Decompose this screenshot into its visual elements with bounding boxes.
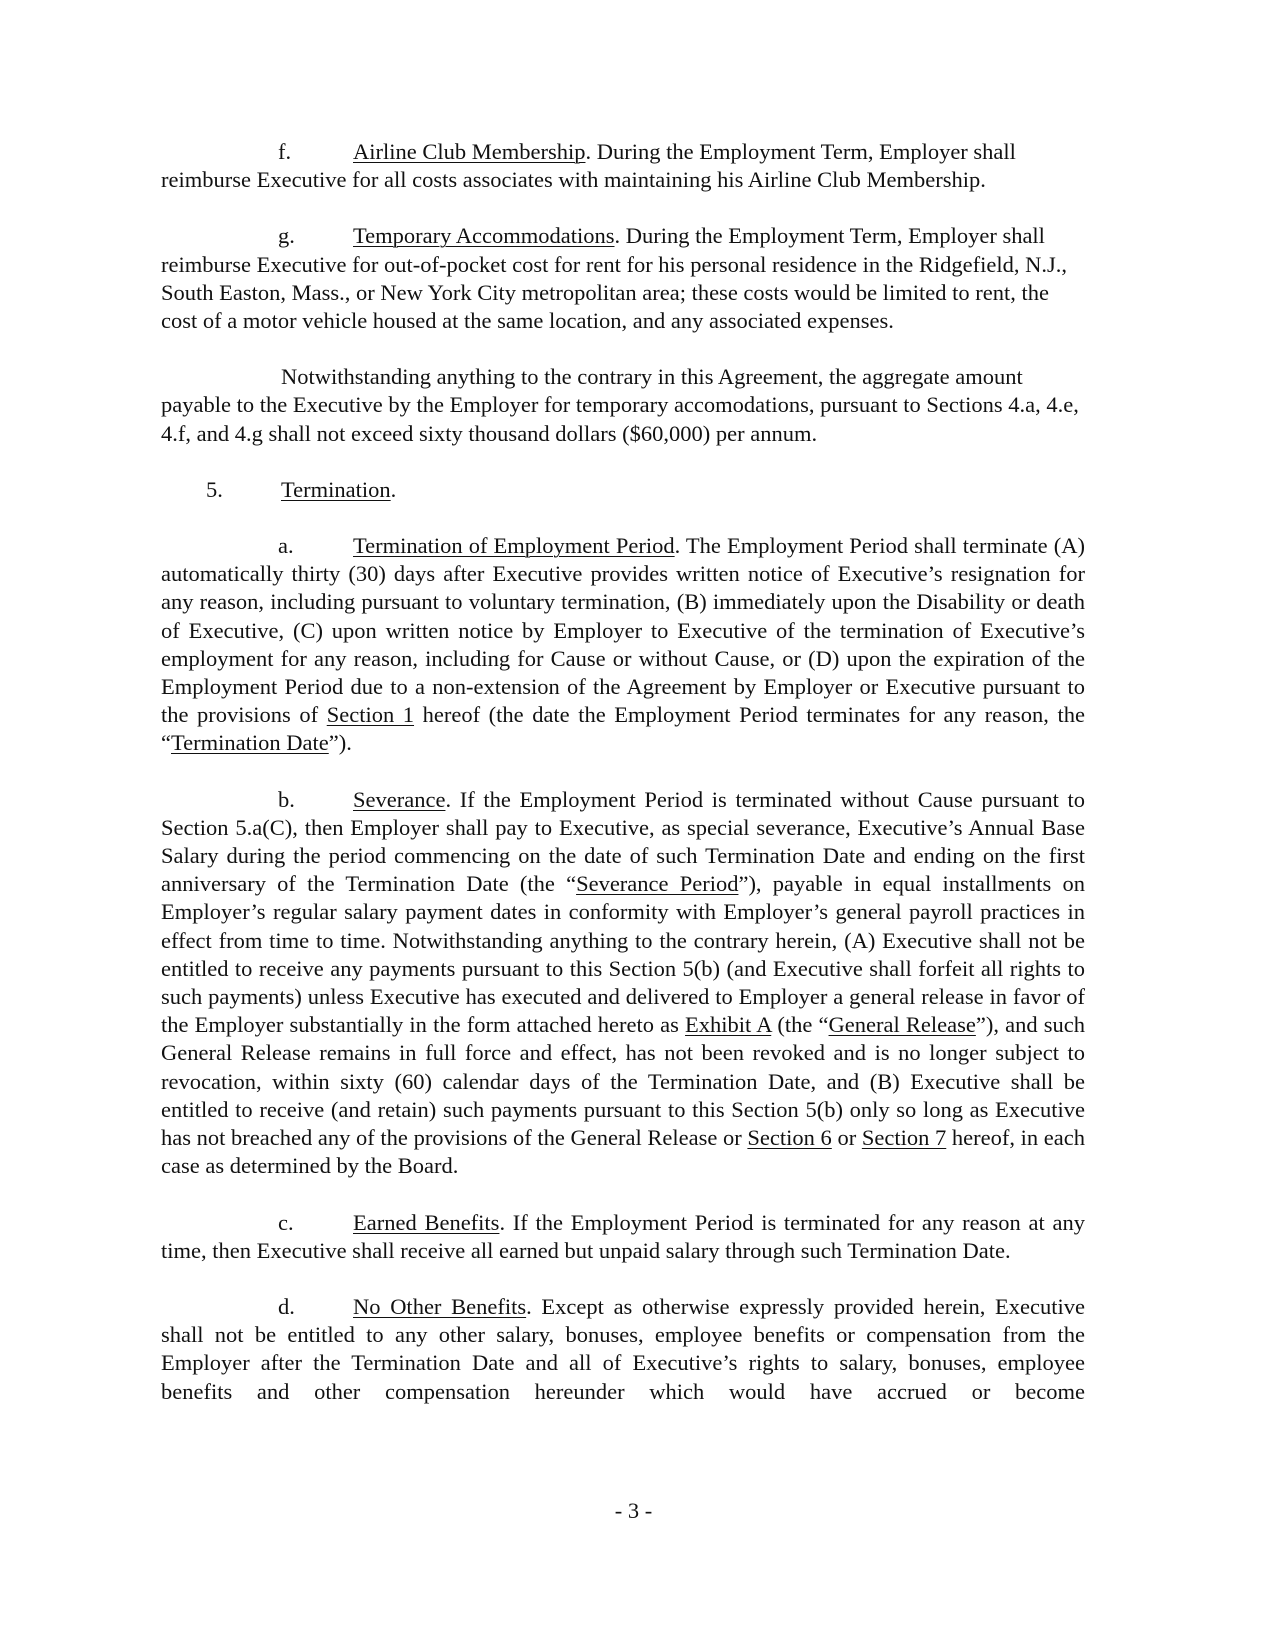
section-label: c. [278,1209,294,1235]
section-title: Termination [281,476,391,502]
section-title: Temporary Accommodations [353,223,615,249]
notwithstanding-paragraph [161,363,1085,448]
section-title: Severance [353,786,446,812]
section-body: . Except as otherwise expressly provided herein, Executive shall not be entitled to any other salary, bonuses, employee benefits or compensation from the Employer after the Termination Date and all of Executive’s rights to salary, bonuses, employee benefits and other compensation hereunder which would have accrued or become [161,1293,1085,1404]
section-4g [161,222,1085,335]
section-5b: b. Severance. If the Employment Period is terminated without Cause pursuant to Section 5.a(C), then Employer shall pay to Executive, as special severance, Executive’s Annual Base Salary during the period commencing on the date of such Termination Date and ending on the first anniversary of the Termination Date (the “Severance Period”), payable in equal installments on Employer’s regular salary payment dates in conformity with Employer’s general payroll practices in effect from time to time. Notwithstanding anything to the contrary herein, (A) Executive shall not be entitled to receive any payments pursuant to this Section 5(b) (and Executive shall forfeit all rights to such payments) unless Executive has executed and delivered to Employer a general release in favor of the Employer substantially in the form attached hereto as Exhibit A (the “General Release”), and such General Release remains in full force and effect, has not been revoked and is no longer subject to revocation, within sixty (60) calendar days of the Termination Date, and (B) Executive shall be entitled to receive (and retain) such payments pursuant to this Section 5(b) only so long as Executive has not breached any of the provisions of the General Release or Section 6 or Section 7 hereof, in each case as determined by the Board. [161,786,1086,1179]
section-title: Termination of Employment Period [353,533,675,559]
section-body: . During the Employment Term, Employer shall reimburse Executive for all costs associates with maintaining his Airline Club Membership. [161,139,1016,193]
section-title: No Other Benefits [353,1293,527,1319]
defined-term-general-release: General Release [828,1012,976,1038]
paragraph-body: Notwithstanding anything to the contrary in this Agreement, the aggregate amount payable to the Executive by the Employer for temporary accomodations, pursuant to Sections 4.a, 4.e, 4.f, and 4.g shall not exceed sixty thousand dollars ($60,000) per annum. [161,364,1079,446]
section-title: Airline Club Membership [353,139,586,164]
defined-term-termination-date: Termination Date [171,730,329,756]
section-label: a. [278,533,294,559]
section-body: . If the Employment Period is terminated for any reason at any time, then Executive shall receive all earned but unpaid salary through such Termination Date. [161,1209,1085,1263]
section-label: 5. [206,476,223,502]
page-number: - 3 - [614,1498,653,1523]
section-label: g. [278,223,295,249]
section-label: f. [278,139,292,164]
section-title: Earned Benefits [353,1209,500,1235]
section-4f [161,138,1085,194]
section-label: d. [278,1293,295,1319]
cross-reference-section-7: Section 7 [861,1125,947,1151]
section-5d [161,1293,1085,1406]
section-5a: a. Termination of Employment Period. The Employment Period shall terminate (A) automatically thirty (30) days after Executive provides written notice of Executive’s resignation for any reason, including pursuant to voluntary termination, (B) immediately upon the Disability or death of Executive, (C) upon written notice by Employer to Executive of the termination of Executive’s employment for any reason, including for Cause or without Cause, or (D) upon the expiration of the Employment Period due to a non-extension of the Agreement by Employer or Executive pursuant to the provisions of Section 1 hereof (the date the Employment Period terminates for any reason, the “Termination Date”). [161,533,1085,756]
document-page [161,138,1085,1434]
defined-term-severance-period: Severance Period [576,871,739,897]
cross-reference-exhibit-a: Exhibit A [685,1012,772,1038]
cross-reference-section-6: Section 6 [747,1125,832,1151]
section-label: b. [278,786,295,812]
cross-reference-section-1: Section 1 [326,702,415,728]
section-body: . During the Employment Term, Employer shall reimburse Executive for out-of-pocket cost for rent for his personal residence in the Ridgefield, N.J., South Easton, Mass., or New York City metropolitan area; these costs would be limited to rent, the cost of a motor vehicle housed at the same location, and any associated expenses. [161,223,1067,334]
section-5c [161,1209,1085,1265]
section-5-heading: 5. Termination. [161,476,1085,504]
